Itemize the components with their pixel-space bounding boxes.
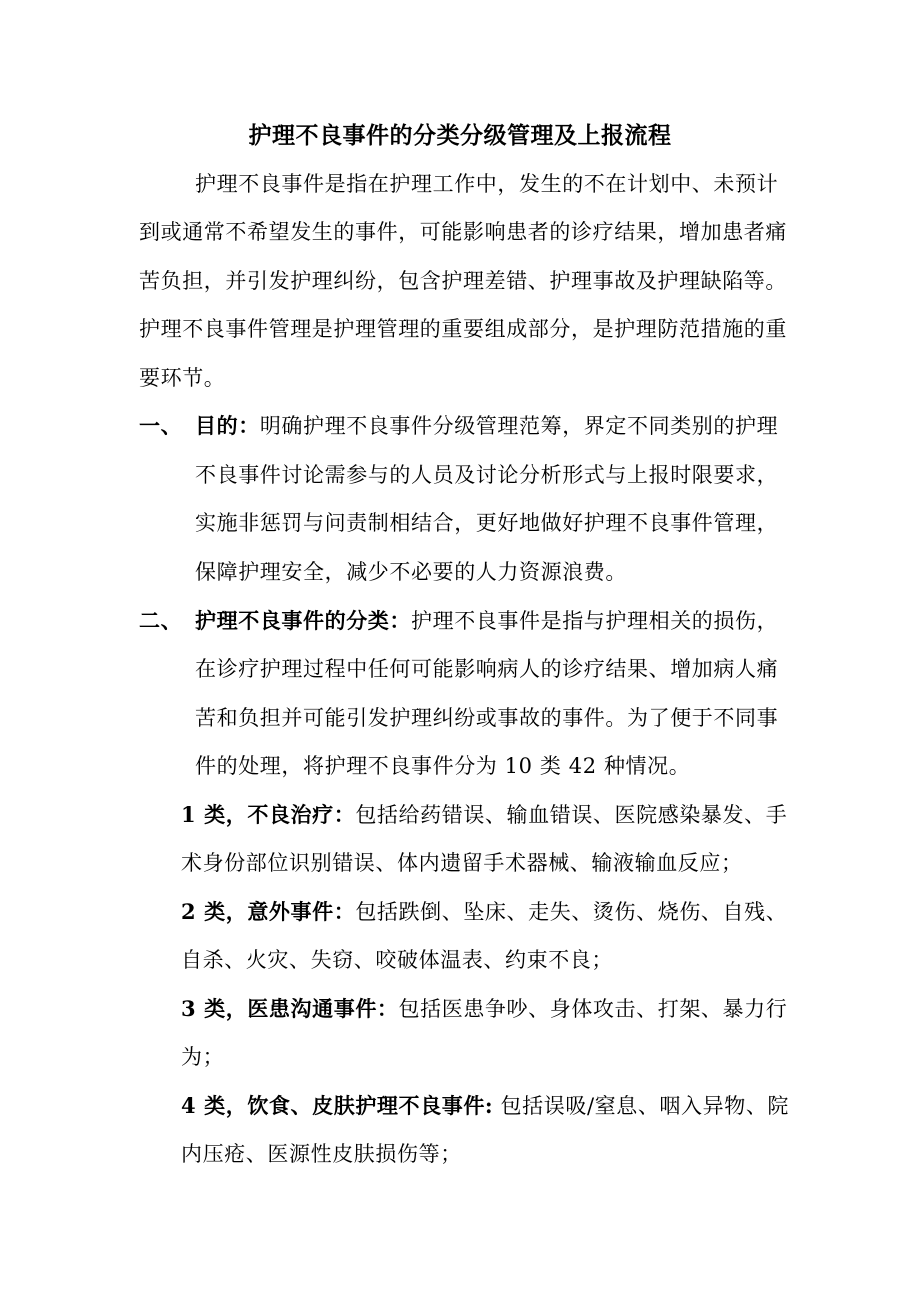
category-2-line-1 bbox=[181, 896, 787, 928]
category-4-line-1 bbox=[181, 1090, 789, 1122]
section-2-number: 二、 bbox=[139, 608, 183, 633]
category-2-label: 2 类，意外事件： bbox=[181, 899, 356, 924]
category-2-text: 包括跌倒、坠床、走失、烫伤、烧伤、自残、 bbox=[355, 900, 788, 924]
section-1-text: 明确护理不良事件分级管理范筹，界定不同类别的护理 bbox=[259, 414, 779, 438]
intro-line-3: 苦负担，并引发护理纠纷，包含护理差错、护理事故及护理缺陷等。 bbox=[139, 269, 787, 293]
section-2-line-2: 在诊疗护理过程中任何可能影响病人的诊疗结果、增加病人痛 bbox=[195, 657, 779, 681]
category-1-line-2: 术身份部位识别错误、体内遗留手术器械、输液输血反应； bbox=[181, 851, 743, 875]
intro-line-5: 要环节。 bbox=[139, 366, 226, 390]
section-1-line-4: 保障护理安全，减少不必要的人力资源浪费。 bbox=[195, 560, 627, 584]
section-2-text: 护理不良事件是指与护理相关的损伤， bbox=[411, 609, 779, 633]
section-2-first-line bbox=[195, 605, 778, 637]
section-2-heading: 护理不良事件的分类： bbox=[195, 608, 411, 633]
section-1-first-line bbox=[195, 410, 778, 442]
category-3-line-1 bbox=[181, 993, 787, 1025]
document-title: 护理不良事件的分类分级管理及上报流程 bbox=[248, 122, 672, 149]
section-1-number: 一、 bbox=[139, 413, 183, 438]
intro-line-1: 护理不良事件是指在护理工作中，发生的不在计划中、未预计 bbox=[195, 172, 779, 196]
intro-line-2: 到或通常不希望发生的事件，可能影响患者的诊疗结果，增加患者痛 bbox=[139, 220, 787, 244]
category-4-line-2: 内压疮、医源性皮肤损伤等； bbox=[181, 1142, 462, 1166]
section-1-heading: 目的： bbox=[195, 413, 260, 438]
section-2-line-3: 苦和负担并可能引发护理纠纷或事故的事件。为了便于不同事 bbox=[195, 706, 779, 730]
category-1-text: 包括给药错误、输血错误、医院感染暴发、手 bbox=[355, 803, 788, 827]
category-4-label: 4 类，饮食、皮肤护理不良事件: bbox=[181, 1093, 494, 1118]
section-1-line-3: 实施非惩罚与问责制相结合，更好地做好护理不良事件管理， bbox=[195, 511, 779, 535]
section-1-line-2: 不良事件讨论需参与的人员及讨论分析形式与上报时限要求， bbox=[195, 463, 779, 487]
intro-line-4: 护理不良事件管理是护理管理的重要组成部分，是护理防范措施的重 bbox=[139, 317, 787, 341]
section-2-line-4: 件的处理，将护理不良事件分为 10 类 42 种情况。 bbox=[195, 754, 691, 778]
category-3-line-2: 为； bbox=[181, 1045, 225, 1069]
category-1-line-1 bbox=[181, 799, 787, 831]
category-2-line-2: 自杀、火灾、失窃、咬破体温表、约束不良； bbox=[181, 948, 613, 972]
category-1-label: 1 类，不良治疗： bbox=[181, 802, 356, 827]
category-3-label: 3 类，医患沟通事件： bbox=[181, 996, 399, 1021]
category-3-text: 包括医患争吵、身体攻击、打架、暴力行 bbox=[398, 997, 788, 1021]
category-4-text: 包括误吸/窒息、咽入异物、院 bbox=[493, 1094, 790, 1118]
